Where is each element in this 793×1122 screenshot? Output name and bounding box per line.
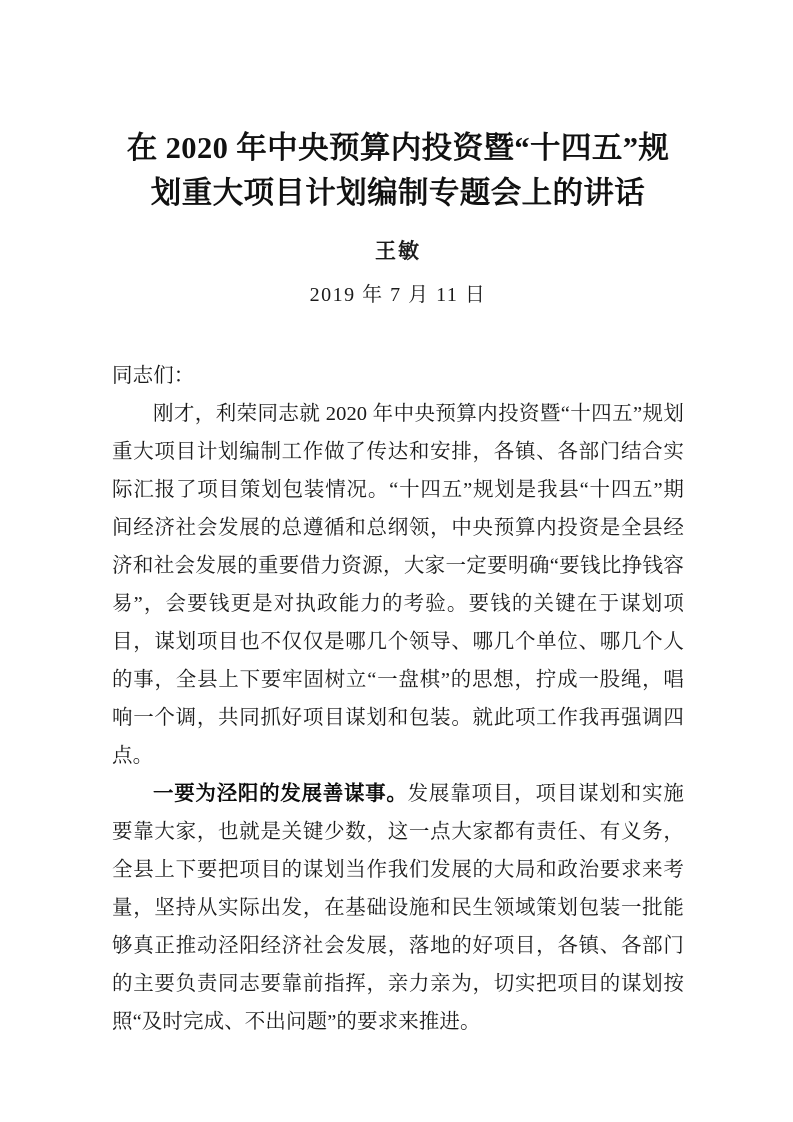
salutation: 同志们：: [112, 365, 195, 387]
paragraph-1-text: 刚才，利荣同志就 2020 年中央预算内投资暨“十四五”规划重大项目计划编制工作做了传达和安排，各镇、各部门结合实际汇报了项目策划包装情况。“十四五”规划是我县“十四五”期间经济社会发展的总遵循和总纲领，中央预算内投资是全县经济和社会发展的重要借力资源，大家一定要明确“要钱比挣钱容易”，会要钱更是对执政能力的考验。要钱的关键在于谋划项目，谋划项目也不仅仅是哪几个领导、哪几个单位、哪几个人的事，全县上下要牢固树立“一盘棋”的思想，拧成一股绳，唱响一个调，共同抓好项目谋划和包装。就此项工作我再强调四点。: [112, 403, 684, 767]
paragraph-2: [112, 775, 684, 1041]
paragraph-2-text: 发展靠项目，项目谋划和实施要靠大家，也就是关键少数，这一点大家都有责任、有义务，全县上下要把项目的谋划当作我们发展的大局和政治要求来考量，坚持从实际出发，在基础设施和民生领域策划包装一批能够真正推动泾阳经济社会发展，落地的好项目，各镇、各部门的主要负责同志要靠前指挥，亲力亲为，切实把项目的谋划按照“及时完成、不出问题”的要求来推进。: [112, 783, 684, 1033]
document-date: 2019 年 7 月 11 日: [309, 284, 487, 306]
document-content: [112, 0, 684, 1041]
document-title: 在 2020 年中央预算内投资暨“十四五”规划重大项目计划编制专题会上的讲话: [126, 131, 670, 210]
document-body: [112, 310, 684, 1041]
paragraph-2-lead: 一要为泾阳的发展善谋事。: [153, 782, 408, 805]
document-author: 王敏: [375, 239, 421, 263]
paragraph-1: [112, 395, 684, 775]
